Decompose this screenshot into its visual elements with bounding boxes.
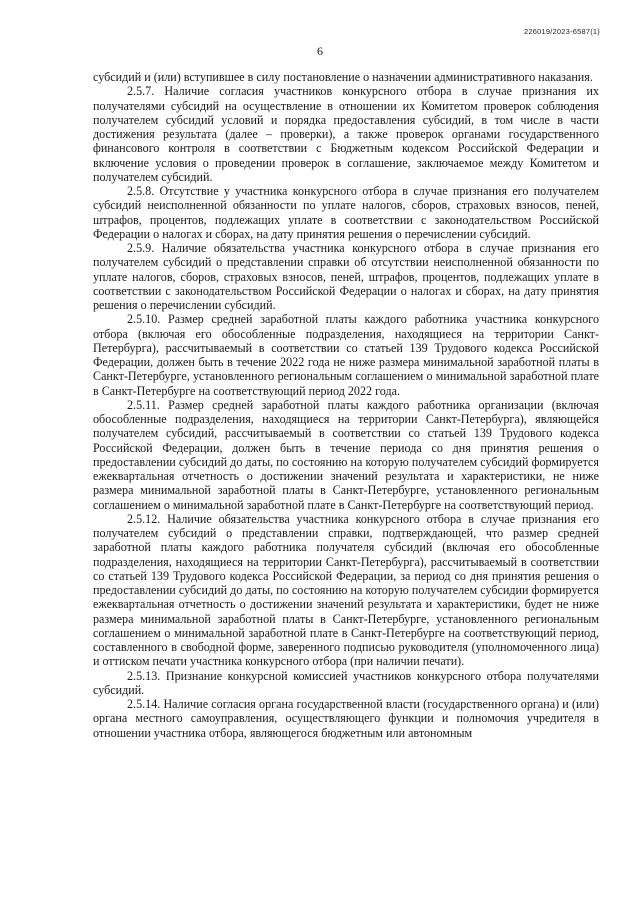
paragraph-2-5-10: 2.5.10. Размер средней заработной платы каждого работника участника конкурсного отбора (включая его обособленные подразделения, находящиеся на территории Санкт-Петербурга), рассчитываемый в соответствии со статьей 139 Трудового кодекса Российской Федерации, должен быть в течение 2022 года не ниже размера минимальной заработной платы в Санкт-Петербурге, установленного региональным соглашением о минимальной заработной плате в Санкт-Петербурге на соответствующий период 2022 года.: [93, 312, 599, 398]
paragraph-2-5-7: 2.5.7. Наличие согласия участников конкурсного отбора в случае признания их получателями субсидий на осуществление в отношении их Комитетом проверок соблюдения получателем субсидий условий и порядка предоставления субсидий, в том числе в части достижения результата (далее – проверки), а также проверок органами государственного финансового контроля в соответствии с Бюджетным кодексом Российской Федерации и включение условия о проведении проверок в соглашение, заключаемое между Комитетом и получателем субсидий.: [93, 84, 599, 184]
paragraph-2-5-9: 2.5.9. Наличие обязательства участника конкурсного отбора в случае признания его получателем субсидий о представлении справки об отсутствии неисполненной обязанности по уплате налогов, сборов, страховых взносов, пеней, штрафов, процентов, подлежащих уплате в соответствии с законодательством Российской Федерации о налогах и сборах, на дату принятия решения о перечислении субсидий.: [93, 241, 599, 312]
paragraph-continuation: субсидий и (или) вступившее в силу постановление о назначении административного наказания.: [93, 70, 593, 84]
document-body: [93, 70, 599, 740]
paragraph-2-5-12: 2.5.12. Наличие обязательства участника конкурсного отбора в случае признания его получателем субсидий о представлении справки, подтверждающей, что размер средней заработной платы каждого работника получателя субсидий (включая его обособленные подразделения, находящиеся на территории Санкт-Петербурга), рассчитываемый в соответствии со статьей 139 Трудового кодекса Российской Федерации, за период со дня принятия решения о предоставлении субсидий до даты, по состоянию на которую получателем субсидии формируется ежеквартальная отчетность о достижении значений результата и характеристики, будет не ниже размера минимальной заработной платы в Санкт-Петербурге, установленного региональным соглашением о минимальной заработной плате в Санкт-Петербурге на соответствующий период, составленного в свободной форме, заверенного подписью руководителя (уполномоченного лица) и оттиском печати участника конкурсного отбора (при наличии печати).: [93, 511, 599, 669]
paragraph-2-5-8: 2.5.8. Отсутствие у участника конкурсного отбора в случае признания его получателем субсидий неисполненной обязанности по уплате налогов, сборов, страховых взносов, пеней, штрафов, процентов, подлежащих уплате в соответствии с законодательством Российской Федерации о налогах и сборах, на дату принятия решения о перечислении субсидий.: [93, 184, 599, 241]
paragraph-2-5-13: 2.5.13. Признание конкурсной комиссией участников конкурсного отбора получателями субсидий.: [93, 668, 599, 697]
page-number: 6: [317, 44, 323, 58]
paragraph-2-5-11: 2.5.11. Размер средней заработной платы каждого работника организации (включая обособленные подразделения, находящиеся на территории Санкт-Петербурга), являющейся получателем субсидий, рассчитываемый в соответствии со статьей 139 Трудового кодекса Российской Федерации, должен быть в течение периода со дня принятия решения о предоставлении субсидий до даты, по состоянию на которую получателем субсидий формируется ежеквартальная отчетность о достижении значений результата и характеристики, не ниже размера минимальной заработной платы в Санкт-Петербурге, установленного региональным соглашением о минимальной заработной плате в Санкт-Петербурге на соответствующий период.: [93, 397, 599, 512]
paragraph-2-5-14: 2.5.14. Наличие согласия органа государственной власти (государственного органа) и (или) органа местного самоуправления, осуществляющего функции и полномочия учредителя в отношении участника отбора, являющегося бюджетным или автономным: [93, 697, 599, 740]
document-registration-number: 226019/2023-6587(1): [524, 27, 600, 36]
